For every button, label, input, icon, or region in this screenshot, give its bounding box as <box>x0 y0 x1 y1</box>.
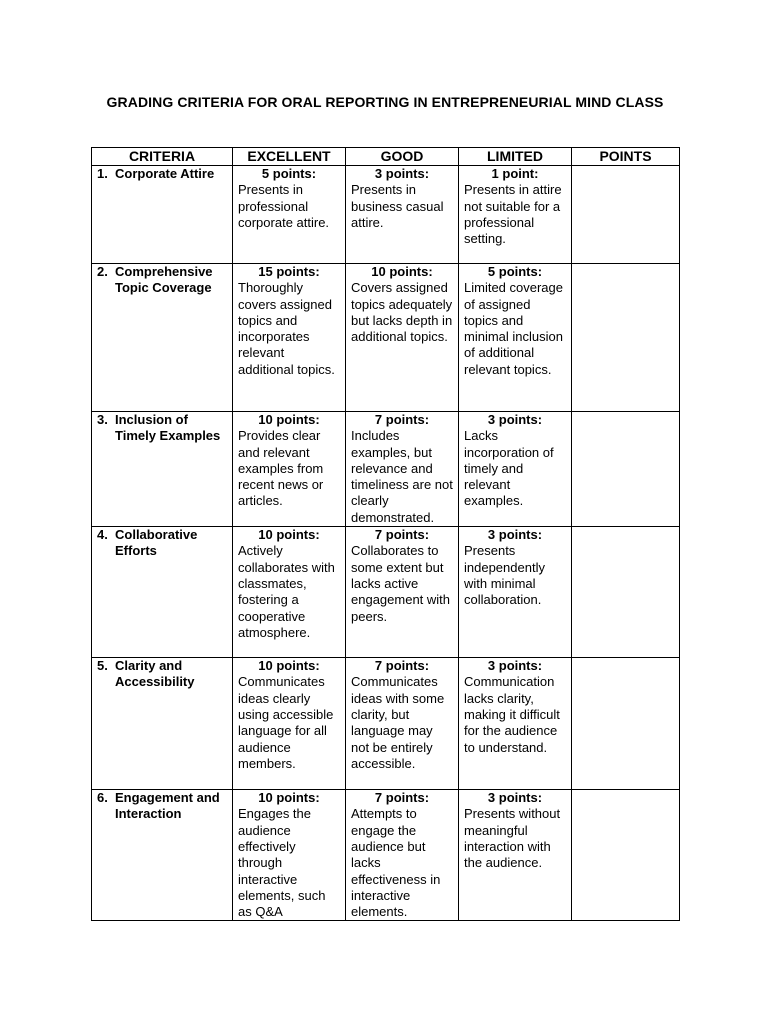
limited-description: Limited coverage of assigned topics and minimal inclusion of additional relevant topics. <box>464 280 563 377</box>
criterion-number: 2. <box>97 264 108 279</box>
good-points: 7 points: <box>374 658 430 674</box>
limited-cell <box>459 658 572 790</box>
criterion-cell <box>92 166 233 264</box>
criterion-cell <box>92 658 233 790</box>
criterion-name: Engagement and Interaction <box>115 790 220 822</box>
limited-points: 3 points: <box>487 527 543 543</box>
limited-description: Presents without meaningful interaction with the audience. <box>464 806 561 871</box>
limited-cell <box>459 527 572 658</box>
criterion-number: 5. <box>97 658 108 674</box>
criterion-name: Comprehensive Topic Coverage <box>115 264 213 296</box>
good-points: 7 points: <box>374 790 430 806</box>
excellent-description: Presents in professional corporate attire. <box>238 182 330 230</box>
excellent-cell <box>233 658 346 790</box>
limited-description: Presents independently with minimal collaboration. <box>464 543 545 608</box>
header-excellent: EXCELLENT <box>233 148 346 166</box>
points-cell[interactable] <box>572 527 680 658</box>
limited-description: Lacks incorporation of timely and relevant examples. <box>464 428 554 509</box>
excellent-points: 10 points: <box>258 790 320 806</box>
criterion-name: Inclusion of Timely Examples <box>115 412 221 444</box>
table-row <box>92 264 680 412</box>
limited-description: Communication lacks clarity, making it difficult for the audience to understand. <box>464 674 560 755</box>
excellent-points: 10 points: <box>258 527 320 543</box>
excellent-cell <box>233 527 346 658</box>
excellent-cell <box>233 166 346 264</box>
points-cell[interactable] <box>572 166 680 264</box>
good-points: 3 points: <box>374 166 430 181</box>
excellent-points: 10 points: <box>258 412 320 427</box>
grading-rubric-table <box>91 147 680 921</box>
table-header-row <box>92 148 680 166</box>
good-description: Communicates ideas with some clarity, but language may not be entirely accessible. <box>351 674 445 771</box>
good-description: Includes examples, but relevance and timeliness are not clearly demonstrated. <box>351 428 453 525</box>
header-criteria: CRITERIA <box>92 148 233 166</box>
criterion-number: 6. <box>97 790 108 806</box>
limited-points: 5 points: <box>487 264 543 279</box>
good-cell <box>346 166 459 264</box>
points-cell[interactable] <box>572 264 680 412</box>
table-row <box>92 790 680 921</box>
good-cell <box>346 527 459 658</box>
excellent-points: 5 points: <box>261 166 317 181</box>
limited-cell <box>459 790 572 921</box>
good-points: 7 points: <box>374 527 430 543</box>
good-cell <box>346 412 459 527</box>
criterion-number: 1. <box>97 166 108 181</box>
good-description: Covers assigned topics adequately but lacks depth in additional topics. <box>351 280 453 345</box>
header-points: POINTS <box>572 148 680 166</box>
excellent-points: 10 points: <box>258 658 320 674</box>
limited-points: 1 point: <box>491 166 539 181</box>
criterion-cell <box>92 412 233 527</box>
excellent-cell <box>233 790 346 921</box>
excellent-points: 15 points: <box>258 264 320 279</box>
good-description: Presents in business casual attire. <box>351 182 444 230</box>
limited-points: 3 points: <box>487 412 543 427</box>
excellent-description: Provides clear and relevant examples from recent news or articles. <box>238 428 324 509</box>
table-row <box>92 527 680 658</box>
good-cell <box>346 658 459 790</box>
table-row <box>92 166 680 264</box>
excellent-description: Communicates ideas clearly using accessible language for all audience members. <box>238 674 334 771</box>
criterion-name: Clarity and Accessibility <box>115 658 195 690</box>
excellent-description: Actively collaborates with classmates, fostering a cooperative atmosphere. <box>238 543 335 640</box>
limited-points: 3 points: <box>487 790 543 806</box>
good-description: Collaborates to some extent but lacks active engagement with peers. <box>351 543 451 624</box>
header-good: GOOD <box>346 148 459 166</box>
criterion-cell <box>92 264 233 412</box>
limited-cell <box>459 264 572 412</box>
good-description: Attempts to engage the audience but lacks effectiveness in interactive elements. <box>351 806 441 920</box>
criterion-cell <box>92 790 233 921</box>
header-limited: LIMITED <box>459 148 572 166</box>
limited-cell <box>459 412 572 527</box>
good-points: 10 points: <box>371 264 433 279</box>
criterion-number: 4. <box>97 527 108 543</box>
table-row <box>92 658 680 790</box>
limited-cell <box>459 166 572 264</box>
limited-description: Presents in attire not suitable for a professional setting. <box>464 182 562 247</box>
good-cell <box>346 264 459 412</box>
points-cell[interactable] <box>572 790 680 921</box>
criterion-name: Corporate Attire <box>115 166 215 181</box>
points-cell[interactable] <box>572 412 680 527</box>
good-points: 7 points: <box>374 412 430 427</box>
good-cell <box>346 790 459 921</box>
table-row <box>92 412 680 527</box>
criterion-cell <box>92 527 233 658</box>
criterion-number: 3. <box>97 412 108 427</box>
limited-points: 3 points: <box>487 658 543 674</box>
excellent-description: Thoroughly covers assigned topics and incorporates relevant additional topics. <box>238 280 335 377</box>
points-cell[interactable] <box>572 658 680 790</box>
document-title: GRADING CRITERIA FOR ORAL REPORTING IN ENTREPRENEURIAL MIND CLASS <box>106 94 664 110</box>
excellent-description: Engages the audience effectively through interactive elements, such as Q&A <box>238 806 326 920</box>
excellent-cell <box>233 264 346 412</box>
excellent-cell <box>233 412 346 527</box>
criterion-name: Collaborative Efforts <box>115 527 198 559</box>
